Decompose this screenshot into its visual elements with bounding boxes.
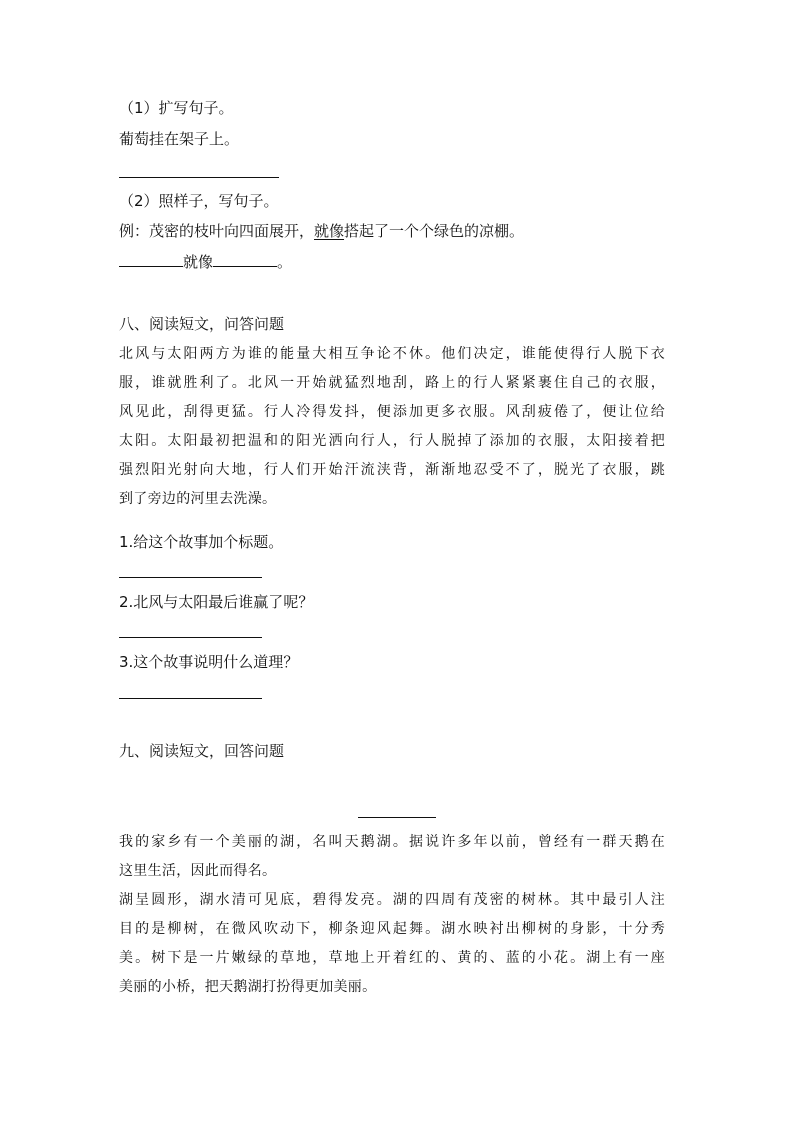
section9-paragraph2 — [119, 886, 665, 1002]
title-blank[interactable] — [358, 817, 436, 818]
answer-blank-s8-q2[interactable] — [119, 637, 262, 638]
section8-heading: 八、阅读短文，问答问题 — [119, 315, 285, 333]
passage-line: 美丽的小桥，把天鹅湖打扮得更加美丽。 — [119, 979, 377, 995]
passage-line: 湖呈圆形，湖水清可见底，碧得发亮。湖的四周有茂密的树林。其中最引人注 — [119, 892, 665, 908]
section9-paragraph1 — [119, 828, 665, 886]
passage-line: 风见此，刮得更猛。行人冷得发抖，便添加更多衣服。风刮疲倦了，便让位给 — [119, 404, 665, 420]
passage-line: 这里生活，因此而得名。 — [119, 863, 277, 879]
example-sentence — [119, 221, 524, 241]
passage-line: 美。树下是一片嫩绿的草地，草地上开着红的、黄的、蓝的小花。湖上有一座 — [119, 950, 665, 966]
example-pre: 例：茂密的枝叶向四面展开， — [119, 222, 315, 240]
example-keyword: 就像 — [314, 222, 345, 240]
passage-line: 北风与太阳两方为谁的能量大相互争论不休。他们决定，谁能使得行人脱下衣 — [119, 346, 665, 362]
q1-label: （1）扩写句子。 — [119, 99, 234, 117]
passage-line: 太阳。太阳最初把温和的阳光洒向行人，行人脱掉了添加的衣服，太阳接着把 — [119, 433, 665, 449]
section8-q3: 3.这个故事说明什么道理？ — [119, 653, 299, 671]
answer-blank-s8-q1[interactable] — [119, 577, 262, 578]
passage-line: 强烈阳光射向大地，行人们开始汗流浃背，渐渐地忍受不了，脱光了衣服，跳 — [119, 462, 665, 478]
answer-blank-s8-q3[interactable] — [119, 698, 262, 699]
pattern-end: 。 — [277, 253, 293, 271]
section8-q1: 1.给这个故事加个标题。 — [119, 533, 284, 551]
section9-heading: 九、阅读短文，回答问题 — [119, 742, 285, 760]
answer-blank-q1[interactable] — [119, 177, 279, 178]
q2-label: （2）照样子，写句子。 — [119, 192, 279, 210]
q1-sentence: 葡萄挂在架子上。 — [119, 130, 240, 148]
example-post: 搭起了一个个绿色的凉棚。 — [344, 222, 525, 240]
passage-line: 我的家乡有一个美丽的湖，名叫天鹅湖。据说许多年以前，曾经有一群天鹅在 — [119, 834, 665, 850]
section8-q2: 2.北风与太阳最后谁赢了呢？ — [119, 593, 314, 611]
section8-passage — [119, 340, 665, 514]
pattern-blank-1[interactable] — [119, 252, 183, 267]
pattern-word: 就像 — [183, 253, 214, 271]
passage-line: 目的是柳树，在微风吹动下，柳条迎风起舞。湖水映衬出柳树的身影，十分秀 — [119, 921, 665, 937]
passage-line: 到了旁边的河里去洗澡。 — [119, 491, 277, 507]
pattern-sentence — [119, 252, 292, 272]
passage-line: 服，谁就胜利了。北风一开始就猛烈地刮，路上的行人紧紧裹住自己的衣服， — [119, 375, 665, 391]
pattern-blank-2[interactable] — [213, 252, 277, 267]
